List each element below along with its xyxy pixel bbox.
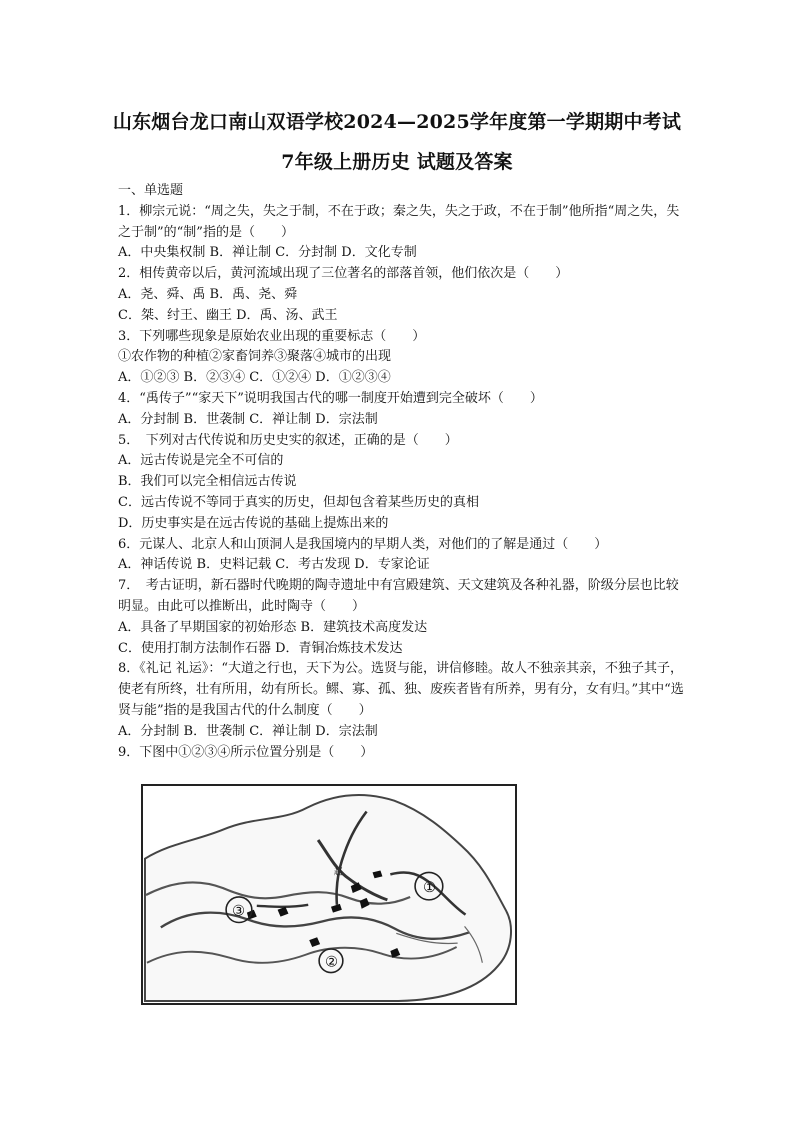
question-5 [118, 431, 684, 535]
question-7-text: 7． 考古证明，新石器时代晚期的陶寺遗址中有宫殿建筑、天文建筑及各种礼器，阶级分层也比较明显。由此可以推断出，此时陶寺（ ） [118, 578, 679, 614]
question-5-option-c: C．远古传说不等同于真实的历史，但却包含着某些历史的真相 [118, 494, 479, 510]
question-3-stem: ①农作物的种植②家畜饲养③聚落④城市的出现 [118, 349, 392, 365]
question-8 [118, 659, 684, 742]
question-list [118, 181, 684, 763]
question-1-options: A．中央集权制 B．禅让制 C．分封制 D．文化专制 [118, 245, 417, 261]
question-9-text: 9．下图中①②③④所示位置分别是（ ） [118, 744, 374, 760]
document-subtitle: 7年级上册历史 试题及答案 [281, 151, 513, 173]
question-6-options: A．神话传说 B．史料记载 C．考古发现 D．专家论证 [118, 557, 430, 573]
question-7 [118, 576, 684, 659]
question-5-option-b: B．我们可以完全相信远古传说 [118, 474, 297, 490]
section-title: 一、单选题 [118, 183, 184, 198]
document-title: 山东烟台龙口南山双语学校2024—2025学年度第一学期期中考试 [112, 111, 682, 133]
question-6 [118, 535, 684, 577]
question-1 [118, 202, 684, 264]
map-marker-3: ③ [232, 902, 246, 920]
map-marker-1: ① [422, 879, 437, 897]
question-8-text: 8．《礼记 礼运》：“大道之行也，天下为公。选贤与能，讲信修睦。故人不独亲其亲，不独子其子，使老有所终，壮有所用，幼有所长。鳏、寡、孤、独、废疾者皆有所养，男有分，女有归。”其中“选贤与能”指的是我国古代的什么制度（ ） [118, 661, 684, 718]
question-5-option-a: A．远古传说是完全不可信的 [118, 453, 284, 469]
question-2-text: 2．相传黄帝以后，黄河流域出现了三位著名的部落首领，他们依次是（ ） [118, 266, 569, 282]
historical-map [143, 786, 515, 1003]
question-4 [118, 389, 684, 431]
historical-map-image [141, 784, 517, 1005]
question-6-text: 6．元谋人、北京人和山顶洞人是我国境内的早期人类，对他们的了解是通过（ ） [118, 536, 608, 552]
question-2 [118, 264, 684, 326]
question-2-options-1: A．尧、舜、禹 B．禹、尧、舜 [118, 286, 298, 302]
question-8-options: A．分封制 B．世袭制 C．禅让制 D．宗法制 [118, 723, 378, 739]
question-5-option-d: D．历史事实是在远古传说的基础上提炼出来的 [118, 515, 389, 531]
question-4-text: 4．“禹传子”“家天下”说明我国古代的哪一制度开始遭到完全破坏（ ） [118, 390, 543, 406]
question-7-options-2: C．使用打制方法制作石器 D．青铜冶炼技术发达 [118, 640, 403, 656]
question-5-text: 5． 下列对古代传说和历史史实的叙述，正确的是（ ） [118, 432, 458, 448]
map-label-top: 赵 [333, 867, 343, 878]
question-2-options-2: C．桀、纣王、幽王 D．禹、汤、武王 [118, 307, 338, 323]
question-3 [118, 327, 684, 389]
question-9 [118, 743, 684, 764]
question-1-text: 1．柳宗元说：“周之失，失之于制，不在于政；秦之失，失之于政，不在于制”他所指“周之失，失之于制”的“制”指的是（ ） [118, 203, 680, 240]
question-3-options: A．①②③ B．②③④ C．①②④ D．①②③④ [118, 370, 391, 386]
question-4-options: A．分封制 B．世袭制 C．禅让制 D．宗法制 [118, 411, 378, 427]
map-marker-2: ② [325, 953, 339, 971]
question-7-options-1: A．具备了早期国家的初始形态 B．建筑技术高度发达 [118, 619, 428, 635]
question-3-text: 3．下列哪些现象是原始农业出现的重要标志（ ） [118, 328, 426, 344]
